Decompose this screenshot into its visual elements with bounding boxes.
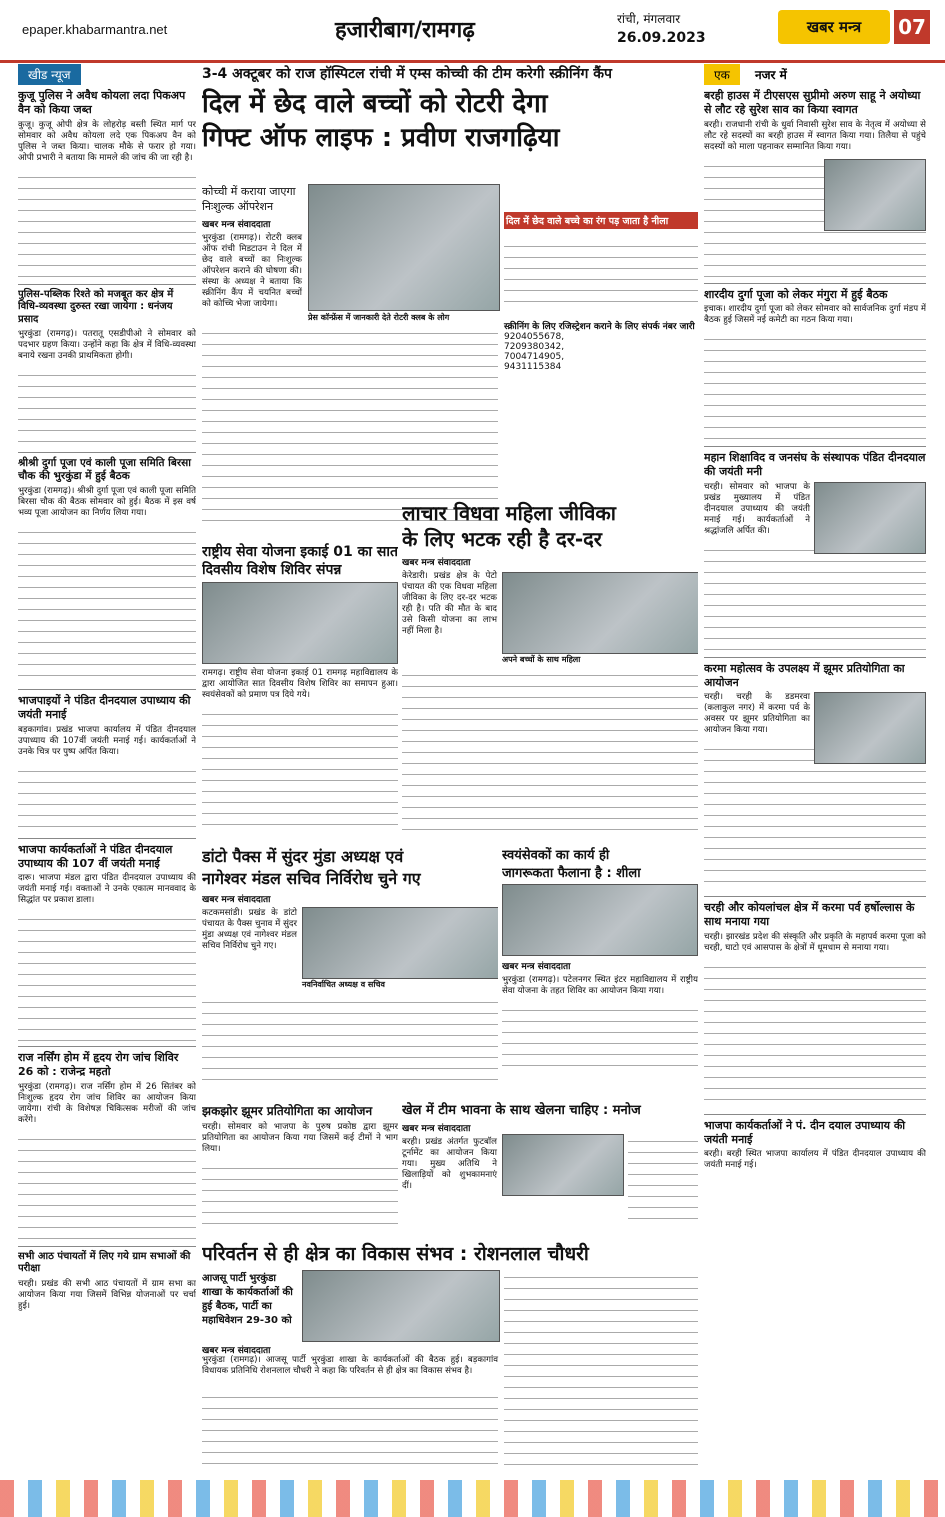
news-item [704,1119,926,1172]
news-photo [814,692,926,764]
headline: सभी आठ पंचायतों में लिए गये ग्राम सभाओं की परीक्षा [18,1250,191,1275]
headline: खेल में टीम भावना के साथ खेलना चाहिए : मनोज [402,1103,641,1118]
headline: राज नर्सिंग होम में हृदय रोग जांच शिविर 26 को : राजेन्द्र महतो [18,1051,179,1078]
headline: भाजपा कार्यकर्ताओं ने पंडित दीनदयाल उपाध्याय की 107 वीं जयंती मनाई [18,842,173,870]
pacs-story [202,845,498,1095]
headline: भाजपाइयों ने पंडित दीनदयाल उपाध्याय की जयंती मनाई [18,694,191,721]
text-block [704,742,926,892]
headline: परिवर्तन से ही क्षेत्र का विकास संभव : रोशनलाल चौधरी [202,1243,589,1265]
text-block [202,1161,398,1231]
news-item [704,288,926,443]
story-body: चरही। प्रखंड की सभी आठ पंचायतों में ग्राम सभा का आयोजन किया गया जिसमें विभिन्न योजनाओं पर चर्चा हुई। [18,1278,196,1311]
story-body: बरही। प्रखंड अंतर्गत फुटबॉल टूर्नामेंट का आयोजन किया गया। मुख्य अतिथि ने खिलाड़ियों को शुभकामनाएं दीं। [402,1137,497,1191]
story-body: इचाक। शारदीय दुर्गा पूजा को लेकर सोमवार को सार्वजनिक दुर्गा मंडप में बैठक हुई जिसमें नई कमेटी का गठन किया गया। [704,304,926,326]
headline-1: स्वयंसेवकों का कार्य ही [502,848,610,863]
story-body: दारू। भाजपा मंडल द्वारा पंडित दीनदयाल उपाध्याय की जयंती मनाई गई। वक्ताओं ने उनके एकात्म मानववाद के सिद्धांत पर प्रकाश डाला। [18,873,196,906]
highlight-box: दिल में छेद वाले बच्चे का रंग पड़ जाता है नीला [504,212,698,229]
text-block [18,912,196,1042]
left-column [18,64,196,1474]
news-item [18,289,196,449]
byline: खबर मन्त्र संवाददाता [402,1124,471,1134]
headline-2: नागेश्वर मंडल सचिव निर्विरोध चुने गए [202,869,421,888]
masthead [0,0,945,63]
tag-ek: एक [704,64,740,85]
headline: राष्ट्रीय सेवा योजना इकाई 01 का सात दिवसीय विशेष शिविर संपन्न [202,544,398,578]
news-photo [824,159,926,231]
news-item [18,694,196,834]
story-body: कुजू। कुजू ओपी क्षेत्र के लोहरोड़ बस्ती स्थित मार्ग पर सोमवार को अवैध कोयला लदे एक पिकअप वैन को पुलिस ने जब्त किया। चालक मौके से फरार हो गया। ओपी प्रभारी ने बताया कि मामले की जांच की जा रही है। [18,119,196,163]
kicker: आजसू पार्टी भुरकुंडा शाखा के कार्यकर्ताओं की हुई बैठक, पार्टी का महाधिवेशन 29-30 को [202,1273,293,1326]
lead-headline-1: दिल में छेद वाले बच्चों को रोटरी देगा [202,89,548,119]
photo-caption: प्रेस कॉन्फ्रेंस में जानकारी देते रोटरी क्लब के लोग [308,313,450,322]
volunteers-photo [502,884,698,956]
news-item [704,662,926,893]
contact-title: स्क्रीनिंग के लिए रजिस्ट्रेशन कराने के लिए संपर्क नंबर जारी [504,322,695,332]
headline: पुलिस-पब्लिक रिश्ते को मजबूत कर क्षेत्र में विधि-व्यवस्था दुरुस्त रखा जायेगा : धनंजय प्रसाद [18,288,174,325]
story-body: भुरकुंडा (रामगढ़)। रोटरी क्लब ऑफ रांची मिडटाउन ने दिल में छेद वाले बच्चों का निःशुल्क ऑपरेशन कराने की घोषणा की। संस्था के अध्यक्ष ने बताया कि स्क्रीनिंग कैंप में चयनित बच्चों को कोच्चि भेजा जायेगा। [202,233,302,309]
headline: करमा महोत्सव के उपलक्ष्य में झूमर प्रतियोगिता का आयोजन [704,661,905,689]
story-body: चरही। झारखंड प्रदेश की संस्कृति और प्रकृति के महापर्व करमा पूजा को चरही, घाटो एवं आसपास के क्षेत्रों में धूमधाम से मनाया गया। [704,931,926,953]
news-photo [814,482,926,554]
news-item [18,1051,196,1242]
headline-1: डांटो पैक्स में सुंदर मुंडा अध्यक्ष एवं [202,847,404,866]
headline-1: लाचार विधवा महिला जीविका [402,501,616,525]
story-body: बरही। राजधानी रांची के धुर्वा निवासी सुरेश साव के नेतृत्व में अयोध्या से लौट रहे सदस्यों का बरही हाउस में स्वागत किया गया। तिलैया से पहुंचे सदस्यों को माला पहनाकर सम्मानित किया गया। [704,119,926,152]
story-body: भुरकुंडा (रामगढ़)। श्रीश्री दुर्गा पूजा एवं काली पूजा समिति बिरसा चौक की बैठक सोमवार को हुई। बैठक में इस वर्ष भव्य पूजा आयोजन का निर्णय लिया गया। [18,486,196,519]
lead-story [202,64,698,534]
story-body: कटकमसांडी। प्रखंड के डांटो पंचायत के पैक्स चुनाव में सुंदर मुंडा अध्यक्ष एवं नागेश्वर मंडल सचिव निर्विरोध चुने गए। [202,908,297,951]
lead-kicker: कोच्ची में कराया जाएगा निःशुल्क ऑपरेशन [202,185,296,213]
tag-nazar: नजर में [745,64,797,85]
headline: महान शिक्षाविद व जनसंघ के संस्थापक पंडित दीनदयाल की जयंती मनी [704,451,926,478]
story-body: चरही। सोमवार को भाजपा के पुरुष प्रकोष्ठ द्वारा झूमर प्रतियोगिता का आयोजन किया गया जिसमें कई टीमों ने भाग लिया। [202,1122,398,1154]
text-block [18,368,196,448]
headline: श्रीश्री दुर्गा पूजा एवं काली पूजा समिति बिरसा चौक की भुरकुंडा में हुई बैठक [18,457,191,483]
page-number: 07 [894,10,930,44]
story-body: भुरकुंडा (रामगढ़)। आजसू पार्टी भुरकुंडा शाखा के कार्यकर्ताओं की बैठक हुई। बड़कागांव विधायक प्रतिनिधि रोशनलाल चौधरी ने कहा कि परिवर्तन से ही क्षेत्र का विकास संभव है। [202,1355,498,1376]
news-item [18,1251,196,1312]
headline-2: जागरूकता फैलाना है : शीला [502,866,641,881]
edition-title: हजारीबाग/रामगढ़ [335,18,475,43]
news-item [704,451,926,653]
headline: कुजू पुलिस ने अवैध कोयला लदा पिकअप वैन को किया जब्त [18,89,186,116]
headline: शारदीय दुर्गा पूजा को लेकर मंगुरा में हुई बैठक [704,287,888,301]
bottom-story [202,1240,698,1476]
byline: खबर मन्त्र संवाददाता [402,558,471,568]
byline: खबर मन्त्र संवाददाता [502,962,571,972]
text-block [504,239,698,309]
story-body: चरही। सोमवार को भाजपा के प्रखंड मुख्यालय में पंडित दीनदयाल उपाध्याय की जयंती मनाई गई। कार्यकर्ताओं ने श्रद्धांजलि अर्पित की। [704,481,810,536]
text-block [18,170,196,280]
sports-photo [502,1134,624,1196]
byline: खबर मन्त्र संवाददाता [202,1346,271,1356]
byline: खबर मन्त्र संवाददाता [202,220,271,230]
news-item [18,843,196,1043]
lead-headline-2: गिफ्ट ऑफ लाइफ : प्रवीण राजगढ़िया [202,123,560,153]
photo-caption: नवनिर्वाचित अध्यक्ष व सचिव [302,980,385,989]
text-block [504,1270,698,1470]
bottom-photo [302,1270,500,1342]
headline: बरही हाउस में टीएसएस सुप्रीमो अरुण साहू ने अयोध्या से लौट रहे सुरेश साव का किया स्वागत [704,89,921,116]
news-item [18,89,196,280]
text-block [628,1134,698,1229]
top-strip: 3-4 अक्टूबर को राज हॉस्पिटल रांची में एम्स कोच्ची की टीम करेगी स्क्रीनिंग कैंप [202,66,612,82]
text-block [202,1390,498,1470]
text-block [502,1003,698,1073]
pacs-photo [302,907,498,979]
headline-2: के लिए भटक रही है दर-दर [402,527,602,551]
text-block [202,995,498,1090]
jhumar-story [202,1100,398,1235]
section-tag: खीड न्यूज [18,64,81,85]
story-body: बरही। बरही स्थित भाजपा कार्यालय में पंडित दीनदयाल उपाध्याय की जयंती मनाई गई। [704,1149,926,1171]
text-block [202,707,398,827]
photo-caption: अपने बच्चों के साथ महिला [502,655,581,664]
text-block [704,332,926,442]
lead-photo [308,184,500,311]
nss-photo [202,582,398,664]
text-block [18,764,196,834]
site-url: epaper.khabarmantra.net [22,22,168,37]
phone: 7004714905, [504,352,565,362]
text-block [18,525,196,685]
story-body: रामगढ़। राष्ट्रीय सेवा योजना इकाई 01 रामगढ़ महाविद्यालय के द्वारा आयोजित सात दिवसीय विशेष शिविर का समापन हुआ। स्वयंसेवकों को प्रमाण पत्र दिये गये। [202,668,398,700]
contact-box [504,319,698,372]
text-block [704,543,926,653]
color-registration-strip [0,1480,945,1517]
volunteers-story [502,845,698,1095]
news-item [704,901,926,1110]
right-column [704,64,926,1474]
issue-date: 26.09.2023 [617,30,706,46]
widow-photo [502,572,698,654]
story-body: भुरकुंडा (रामगढ़)। राज नर्सिंग होम में 26 सितंबर को निःशुल्क हृदय रोग जांच शिविर का आयोजन किया जायेगा। रांची के विशेषज्ञ चिकित्सक मरीजों की जांच करेंगे। [18,1081,196,1125]
story-body: बड़कागांव। प्रखंड भाजपा कार्यालय में पंडित दीनदयाल उपाध्याय की 107वीं जयंती मनाई गई। कार्यकर्ताओं ने उनके चित्र पर पुष्प अर्पित किया। [18,724,196,757]
story-body: चरही। चरही के डडमरवा (कलाकुल नगर) में करमा पर्व के अवसर पर झूमर प्रतियोगिता का आयोजन किया गया। [704,692,810,736]
story-body: केरेडारी। प्रखंड क्षेत्र के पेटो पंचायत की एक विधवा महिला जीविका के लिए दर-दर भटक रही है। पति की मौत के बाद उसे किसी योजना का लाभ नहीं मिला है। [402,571,497,636]
text-block [18,1132,196,1242]
nss-story [202,540,398,840]
widow-story [402,500,698,840]
text-block [402,668,698,838]
brand-logo: खबर मन्त्र [778,10,890,44]
story-body: भुरकुंडा (रामगढ़)। पटेलनगर स्थित इंटर महाविद्यालय में राष्ट्रीय सेवा योजना के तहत शिविर का आयोजन किया गया। [502,975,698,996]
headline: चरही और कोयलांचल क्षेत्र में करमा पर्व हर्षोल्लास के साथ मनाया गया [704,901,915,928]
phone: 7209380342, [504,342,565,352]
phone: 9431115384 [504,362,562,372]
headline: झकझोर झूमर प्रतियोगिता का आयोजन [202,1104,373,1118]
news-item [18,457,196,685]
city-day: रांची, मंगलवार [617,12,681,26]
sports-story [402,1100,698,1235]
text-block [202,326,498,526]
news-item [704,89,926,279]
story-body: भुरकुंडा (रामगढ़)। पतरातू एसडीपीओ ने सोमवार को पदभार ग्रहण किया। उन्होंने कहा कि क्षेत्र में विधि-व्यवस्था बनाये रखना उनकी प्राथमिकता होगी। [18,329,196,361]
headline: भाजपा कार्यकर्ताओं ने पं. दीन दयाल उपाध्याय की जयंती मनाई [704,1118,906,1146]
text-block [704,960,926,1110]
phone: 9204055678, [504,332,565,342]
byline: खबर मन्त्र संवाददाता [202,895,271,905]
